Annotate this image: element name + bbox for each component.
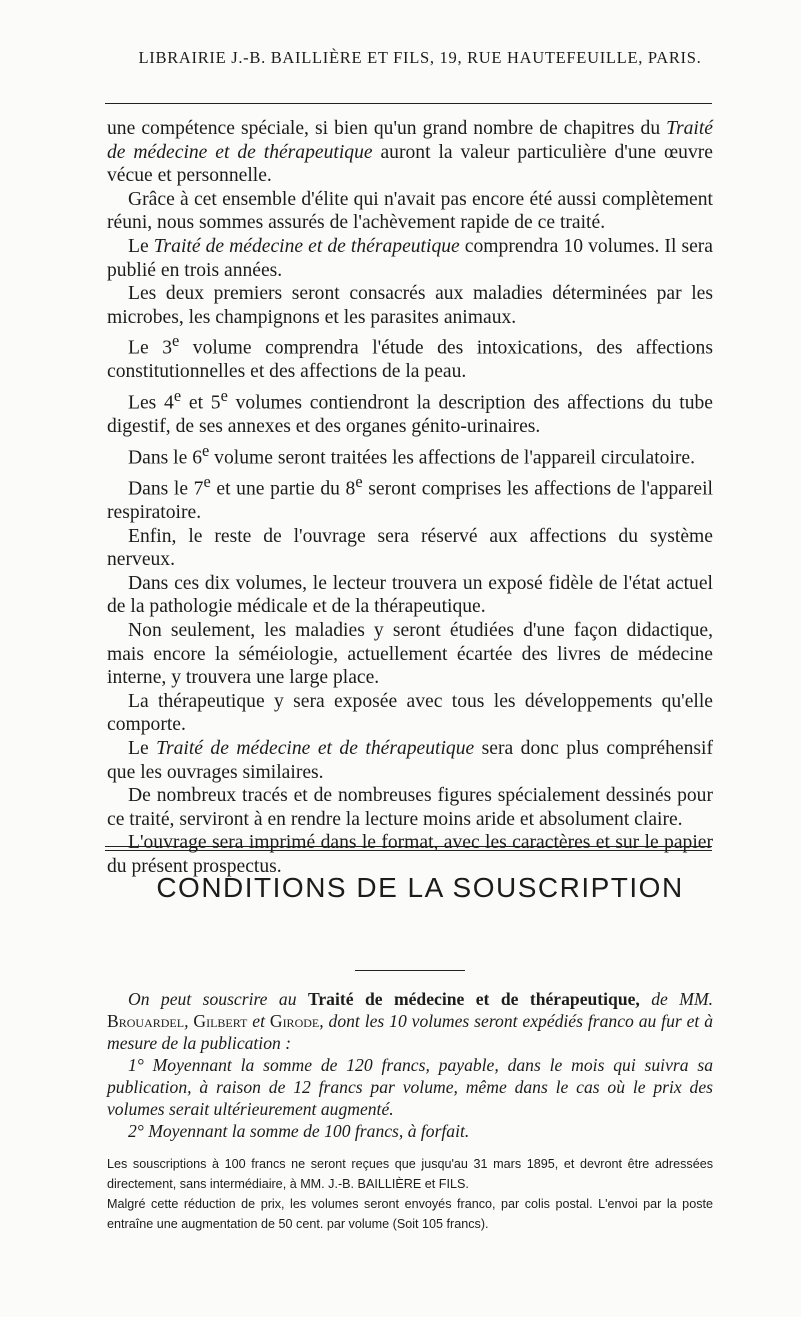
note: Malgré cette réduction de prix, les volumes seront envoyés franco, par colis postal. L'envoi par la poste entraîne une augmentation de 50 cent. par volume (Soit 105 francs). [107, 1197, 713, 1231]
header-rule [105, 103, 712, 104]
option-2: 2° Moyennant la somme de 100 francs, à forfait. [128, 1121, 470, 1141]
paragraph: De nombreux tracés et de nombreuses figures spécialement dessinés pour ce traité, serviront à en rendre la lecture moins aride et absolument claire. [107, 785, 713, 830]
title-underline [355, 970, 465, 971]
paragraph: La thérapeutique y sera exposée avec tous les développements qu'elle comporte. [107, 690, 713, 736]
paragraph: L'ouvrage sera imprimé dans le format, avec les caractères et sur le papier du présent prospectus. [107, 832, 713, 877]
author-name: Girode [269, 1011, 320, 1031]
paragraph: Le Traité de médecine et de thérapeutique comprendra 10 volumes. Il sera publié en trois années. [107, 235, 713, 281]
paragraph: Le 3e volume comprendra l'étude des intoxications, des affections constitutionnelles et des affections de la peau. [107, 331, 713, 383]
book-title: Traité de médecine et de thérapeutique [107, 118, 713, 163]
conditions-body [107, 988, 713, 1142]
book-title: Traité de médecine et de thérapeutique [153, 235, 460, 257]
paragraph: Enfin, le reste de l'ouvrage sera réservé aux affections du système nerveux. [107, 525, 713, 571]
section-rule-bottom [105, 850, 712, 851]
prospectus-body [107, 117, 713, 879]
paragraph: Dans le 6e volume seront traitées les affections de l'appareil circulatoire. [128, 440, 696, 469]
paragraph: une compétence spéciale, si bien qu'un grand nombre de chapitres du Traité de médecine et de thérapeutique auront la valeur particulière d'une œuvre vécue et personnelle. [107, 118, 713, 187]
book-title: Traité de médecine et de thérapeutique [156, 737, 475, 759]
author-name: Gilbert [193, 1011, 248, 1031]
running-header: LIBRAIRIE J.-B. BAILLIÈRE ET FILS, 19, RUE HAUTEFEUILLE, PARIS. [138, 48, 702, 67]
paragraph: Dans le 7e et une partie du 8e seront comprises les affections de l'appareil respiratoire. [107, 471, 713, 524]
author-name: Brouardel [107, 1011, 185, 1031]
book-title: Traité de médecine et de thérapeutique, [307, 989, 640, 1009]
paragraph: Grâce à cet ensemble d'élite qui n'avait pas encore été aussi complètement réuni, nous sommes assurés de l'achèvement rapide de ce traité. [107, 188, 713, 234]
conditions-title: CONDITIONS DE LA SOUSCRIPTION [156, 872, 684, 903]
subscription-notes [107, 1154, 713, 1234]
paragraph: Non seulement, les maladies y seront étudiées d'une façon didactique, mais encore la séméiologie, actuellement écartée des livres de médecine interne, y trouvera une large place. [107, 620, 713, 689]
paragraph: Le Traité de médecine et de thérapeutique sera donc plus compréhensif que les ouvrages similaires. [107, 737, 713, 783]
option-1: 1° Moyennant la somme de 120 francs, payable, dans le mois qui suivra sa publication, à raison de 12 francs par volume, même dans le cas où le prix des volumes serait ultérieurement augmenté. [107, 1055, 713, 1119]
paragraph: Dans ces dix volumes, le lecteur trouvera un exposé fidèle de l'état actuel de la pathologie médicale et de la thérapeutique. [107, 572, 713, 618]
note: Les souscriptions à 100 francs ne seront reçues que jusqu'au 31 mars 1895, et devront être adressées directement, sans intermédiaire, à MM. J.-B. BAILLIÈRE et FILS. [107, 1157, 713, 1191]
paragraph: Les deux premiers seront consacrés aux maladies déterminées par les microbes, les champignons et les parasites animaux. [107, 283, 713, 328]
conditions-intro: On peut souscrire au Traité de médecine et de thérapeutique, de MM. Brouardel, Gilbert et Girode, dont les 10 volumes seront expédiés franco au fur et à mesure de la publication : [107, 989, 713, 1053]
section-rule-top [105, 846, 712, 847]
paragraph: Les 4e et 5e volumes contiendront la description des affections du tube digestif, de ses annexes et des organes génito-urinaires. [107, 386, 713, 438]
